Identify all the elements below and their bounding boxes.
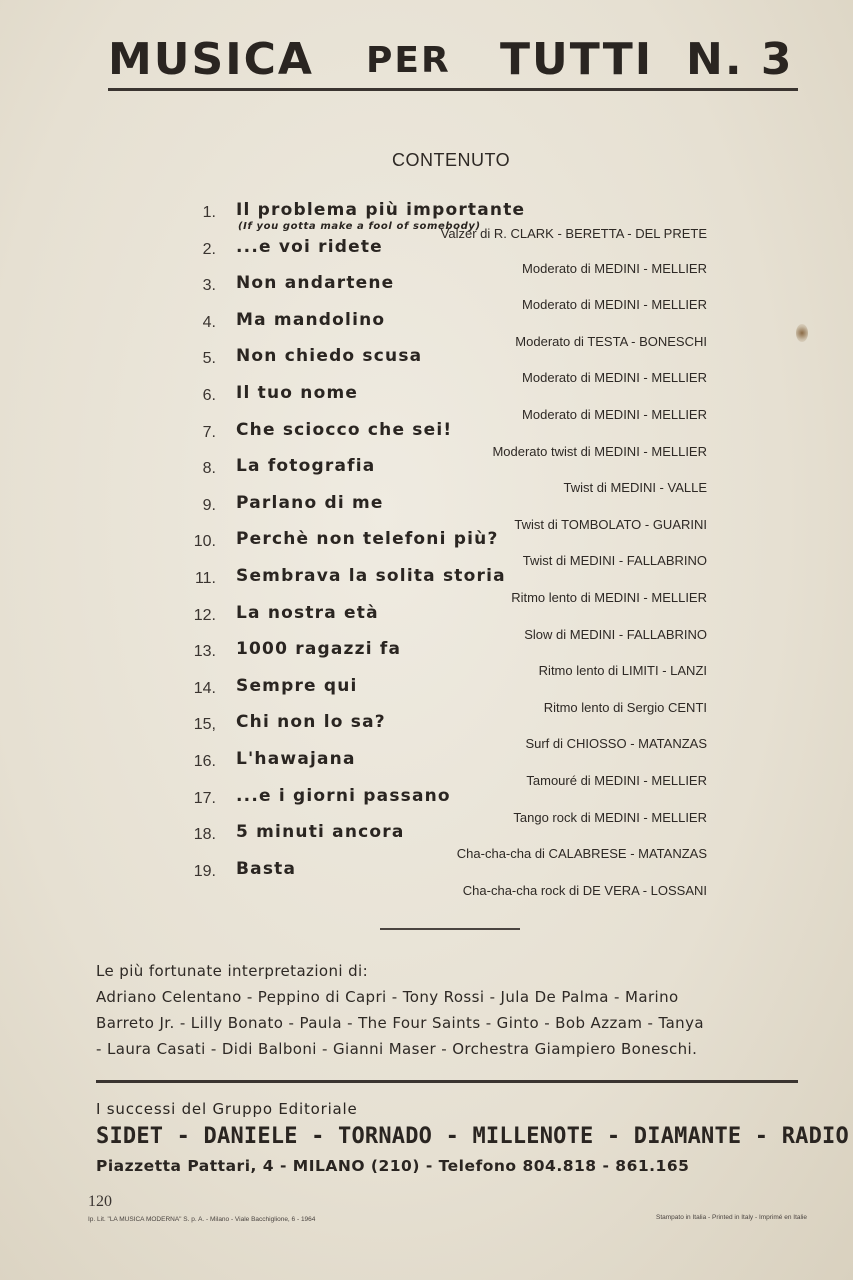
contents-entry — [0, 749, 853, 789]
publisher-heading: I successi del Gruppo Editoriale — [96, 1100, 358, 1118]
song-title: Basta — [236, 858, 297, 879]
contents-entry — [0, 420, 853, 460]
song-credit: Moderato di TESTA - BONESCHI — [515, 333, 707, 349]
entry-number: 19. — [193, 862, 216, 880]
interpretations-line: Adriano Celentano - Peppino di Capri - Tony Rossi - Jula De Palma - Marino — [96, 988, 679, 1006]
page-number: 120 — [88, 1193, 112, 1210]
entry-number: 7. — [202, 423, 216, 441]
song-title: Il tuo nome — [236, 383, 359, 403]
contents-entry — [0, 456, 853, 496]
song-credit: Moderato twist di MEDINI - MELLIER — [492, 443, 707, 459]
contents-entry — [0, 529, 853, 569]
interpretations-block — [96, 958, 806, 1062]
song-credit: Twist di TOMBOLATO - GUARINI — [514, 516, 707, 532]
song-credit: Ritmo lento di Sergio CENTI — [543, 699, 707, 715]
page-title — [108, 34, 798, 90]
entry-number: 15, — [193, 716, 216, 734]
entry-number: 10. — [193, 533, 216, 551]
entry-number: 13. — [193, 643, 216, 661]
song-title: ...e voi ridete — [236, 236, 383, 257]
song-title: Perchè non telefoni più? — [236, 529, 499, 550]
song-title: ...e i giorni passano — [236, 785, 451, 806]
entry-number: 8. — [202, 460, 216, 478]
contents-entry — [0, 676, 853, 716]
song-title: L'hawajana — [236, 749, 356, 769]
title-word-musica: MUSICA — [108, 34, 314, 85]
contents-entry — [0, 237, 853, 277]
entry-number: 18. — [193, 826, 216, 844]
contents-entry — [0, 310, 853, 350]
entry-number: 3. — [202, 277, 216, 295]
contents-entry — [0, 859, 853, 899]
contents-heading: CONTENUTO — [392, 150, 511, 170]
song-credit: Surf di CHIOSSO - MATANZAS — [525, 736, 707, 752]
song-title: La fotografia — [236, 456, 376, 477]
song-title: 5 minuti ancora — [236, 822, 405, 843]
contents-entry — [0, 712, 853, 752]
entry-number: 14. — [193, 679, 216, 697]
imprint-line: Ip. Lit. "LA MUSICA MODERNA" S. p. A. - Milano - Viale Bacchiglione, 6 - 1964 — [88, 1216, 316, 1223]
song-credit: Moderato di MEDINI - MELLIER — [522, 260, 707, 276]
entry-number: 2. — [202, 240, 216, 258]
title-word-per: PER — [366, 40, 451, 81]
contents-end-divider — [380, 928, 520, 930]
song-credit: Moderato di MEDINI - MELLIER — [522, 370, 707, 386]
entry-number: 4. — [202, 313, 216, 331]
song-credit: Cha-cha-cha rock di DE VERA - LOSSANI — [462, 882, 707, 898]
song-subtitle: (If you gotta make a fool of somebody) — [238, 221, 481, 232]
contents-entry — [0, 493, 853, 533]
entry-number: 12. — [193, 606, 216, 624]
song-title: Ma mandolino — [236, 309, 386, 330]
song-title: La nostra età — [236, 602, 379, 623]
contents-entry — [0, 566, 853, 606]
song-title: Sempre qui — [236, 675, 358, 696]
interpretations-line: Barreto Jr. - Lilly Bonato - Paula - The Four Saints - Ginto - Bob Azzam - Tanya — [96, 1014, 704, 1032]
song-title: Che sciocco che sei! — [236, 419, 453, 440]
contents-entry — [0, 383, 853, 423]
interpretations-heading: Le più fortunate interpretazioni di: — [96, 962, 369, 980]
printed-in-italy: Stampato in Italia - Printed in Italy - Imprimé en Italie — [655, 1214, 807, 1221]
song-credit: Slow di MEDINI - FALLABRINO — [524, 626, 707, 642]
entry-number: 5. — [202, 350, 216, 368]
song-credit: Cha-cha-cha di CALABRESE - MATANZAS — [456, 846, 707, 862]
header-divider — [108, 88, 798, 91]
publisher-labels: SIDET - DANIELE - TORNADO - MILLENOTE - DIAMANTE - RADIO — [96, 1124, 849, 1149]
song-title: 1000 ragazzi fa — [236, 639, 402, 660]
title-issue-number: N. 3 — [686, 34, 794, 85]
contents-entry — [0, 822, 853, 862]
song-credit: Ritmo lento di LIMITI - LANZI — [538, 663, 707, 679]
contents-entry — [0, 639, 853, 679]
song-credit: Ritmo lento di MEDINI - MELLIER — [511, 590, 707, 605]
song-title: Sembrava la solita storia — [236, 566, 506, 586]
song-title: Chi non lo sa? — [236, 712, 386, 733]
song-title: Non andartene — [236, 273, 395, 294]
entry-number: 6. — [202, 387, 216, 404]
publisher-address: Piazzetta Pattari, 4 - MILANO (210) - Telefono 804.818 - 861.165 — [96, 1157, 690, 1175]
paper-stain — [796, 324, 808, 342]
contents-entry — [0, 273, 853, 313]
entry-number: 1. — [202, 204, 216, 221]
song-credit: Moderato di MEDINI - MELLIER — [522, 297, 707, 313]
song-credit: Moderato di MEDINI - MELLIER — [522, 407, 707, 422]
interpretations-line: - Laura Casati - Didi Balboni - Gianni Maser - Orchestra Giampiero Boneschi. — [96, 1040, 698, 1058]
song-title: Parlano di me — [236, 492, 384, 513]
title-word-tutti: TUTTI — [500, 34, 654, 85]
song-title: Non chiedo scusa — [236, 346, 423, 367]
entry-number: 17. — [193, 789, 216, 807]
contents-entry — [0, 200, 853, 240]
footer-divider — [96, 1080, 798, 1083]
song-credit: Twist di MEDINI - VALLE — [563, 480, 707, 496]
song-title: Il problema più importante — [236, 200, 526, 220]
song-credit: Tamouré di MEDINI - MELLIER — [526, 773, 707, 788]
song-credit: Twist di MEDINI - FALLABRINO — [522, 553, 707, 569]
song-credit: Tango rock di MEDINI - MELLIER — [513, 809, 707, 825]
contents-entry — [0, 786, 853, 826]
entry-number: 9. — [202, 496, 216, 514]
entry-number: 16. — [193, 753, 216, 770]
contents-entry — [0, 603, 853, 643]
song-credit: Valzer di R. CLARK - BERETTA - DEL PRETE — [440, 226, 707, 241]
contents-entry — [0, 346, 853, 386]
entry-number: 11. — [194, 570, 216, 587]
